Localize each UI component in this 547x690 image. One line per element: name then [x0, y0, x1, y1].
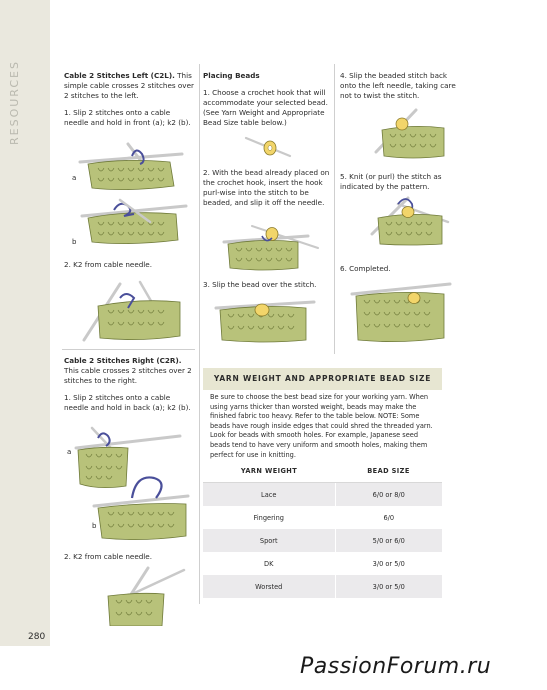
section-divider: [62, 349, 195, 350]
c2l-step2: 2. K2 from cable needle.: [64, 260, 153, 269]
beads-step5-illustration: [368, 194, 452, 246]
table-header-row: [203, 460, 442, 483]
yarn-weight-cell: Fingering: [203, 506, 335, 529]
beads-title: Placing Beads: [203, 71, 260, 80]
beads-step2: 2. With the bead already placed on the crochet hook, insert the hook purl-wise into the stitch to be beaded, and slip it off the needle.: [203, 168, 330, 207]
c2r-intro: This cable crosses 2 stitches over 2 stitches to the right.: [64, 366, 192, 385]
yarn-weight-cell: DK: [203, 552, 335, 575]
table-title: YARN WEIGHT AND APPROPRIATE BEAD SIZE: [203, 368, 442, 390]
section-label: RESOURCES: [8, 60, 21, 145]
site-watermark: PassionForum.ru: [300, 654, 492, 679]
c2l-label-a: a: [72, 174, 77, 182]
beads-step6-illustration: [350, 278, 454, 344]
beads-step6: 6. Completed.: [340, 264, 391, 273]
c2l-illustration-step2: [80, 280, 185, 344]
c2r-illustration-b: [92, 472, 192, 542]
yarn-weight-cell: Worsted: [203, 575, 335, 598]
yarn-weight-cell: Lace: [203, 483, 335, 507]
column-divider-1: [199, 64, 200, 604]
page-number: 280: [28, 632, 46, 642]
table-row: [203, 506, 442, 529]
table-row: [203, 529, 442, 552]
table-row: [203, 483, 442, 507]
table-row: [203, 575, 442, 598]
header-yarn-weight: YARN WEIGHT: [203, 460, 335, 483]
beads-step5: 5. Knit (or purl) the stitch as indicated by the pattern.: [340, 172, 442, 191]
c2l-title: Cable 2 Stitches Left (C2L).: [64, 71, 175, 80]
table-row: [203, 552, 442, 575]
beads-step2-illustration: [222, 222, 322, 272]
beads-step4: 4. Slip the beaded stitch back onto the left needle, taking care not to twist the stitch.: [340, 71, 456, 100]
c2l-label-b: b: [72, 238, 77, 246]
c2r-step2: 2. K2 from cable needle.: [64, 552, 153, 561]
beads-step3-illustration: [214, 294, 318, 344]
c2l-illustration-a: [78, 134, 188, 192]
column-divider-2: [334, 64, 335, 354]
bead-size-cell: 3/0 or 5/0: [335, 575, 442, 598]
bead-size-cell: 3/0 or 5/0: [335, 552, 442, 575]
c2r-label-a: a: [67, 448, 72, 456]
c2r-label-b: b: [92, 522, 97, 530]
table-intro: Be sure to choose the best bead size for your working yarn. When using yarns thicker than worsted weight, beads may make the finished fabric too heavy. Refer to the table below. NOTE: Some beads have rough inside edges that could shred the threaded yarn. Look for beads with smooth holes. For example, Japanese seed beads tend to have very uniform and smooth holes, making them perfect for use in knitting.: [210, 393, 433, 459]
bead-size-cell: 6/0: [335, 506, 442, 529]
bead-size-table: [203, 460, 442, 598]
c2l-illustration-b: [80, 196, 190, 248]
c2r-illustration-step2: [88, 566, 188, 626]
beads-step3: 3. Slip the bead over the stitch.: [203, 280, 317, 289]
c2r-intro-block: [64, 356, 194, 386]
crochet-hook-illustration: [244, 134, 294, 160]
c2l-intro: This simple cable crosses 2 stitches over 2 stitches to the left.: [64, 71, 194, 100]
c2l-step1: 1. Slip 2 stitches onto a cable needle and hold in front (a); k2 (b).: [64, 108, 191, 127]
bead-size-cell: 5/0 or 6/0: [335, 529, 442, 552]
c2r-title: Cable 2 Stitches Right (C2R).: [64, 356, 182, 365]
c2l-intro-block: [64, 71, 194, 101]
knit-fabric: [88, 160, 174, 189]
header-bead-size: BEAD SIZE: [335, 460, 442, 483]
beads-step4-illustration: [372, 108, 452, 160]
bead-size-cell: 6/0 or 8/0: [335, 483, 442, 507]
c2r-step1: 1. Slip 2 stitches onto a cable needle and hold in back (a); k2 (b).: [64, 393, 191, 412]
beads-step1: 1. Choose a crochet hook that will accommodate your selected bead. (See Yarn Weight and Appropriate Bead Size table below.): [203, 88, 328, 127]
yarn-weight-cell: Sport: [203, 529, 335, 552]
